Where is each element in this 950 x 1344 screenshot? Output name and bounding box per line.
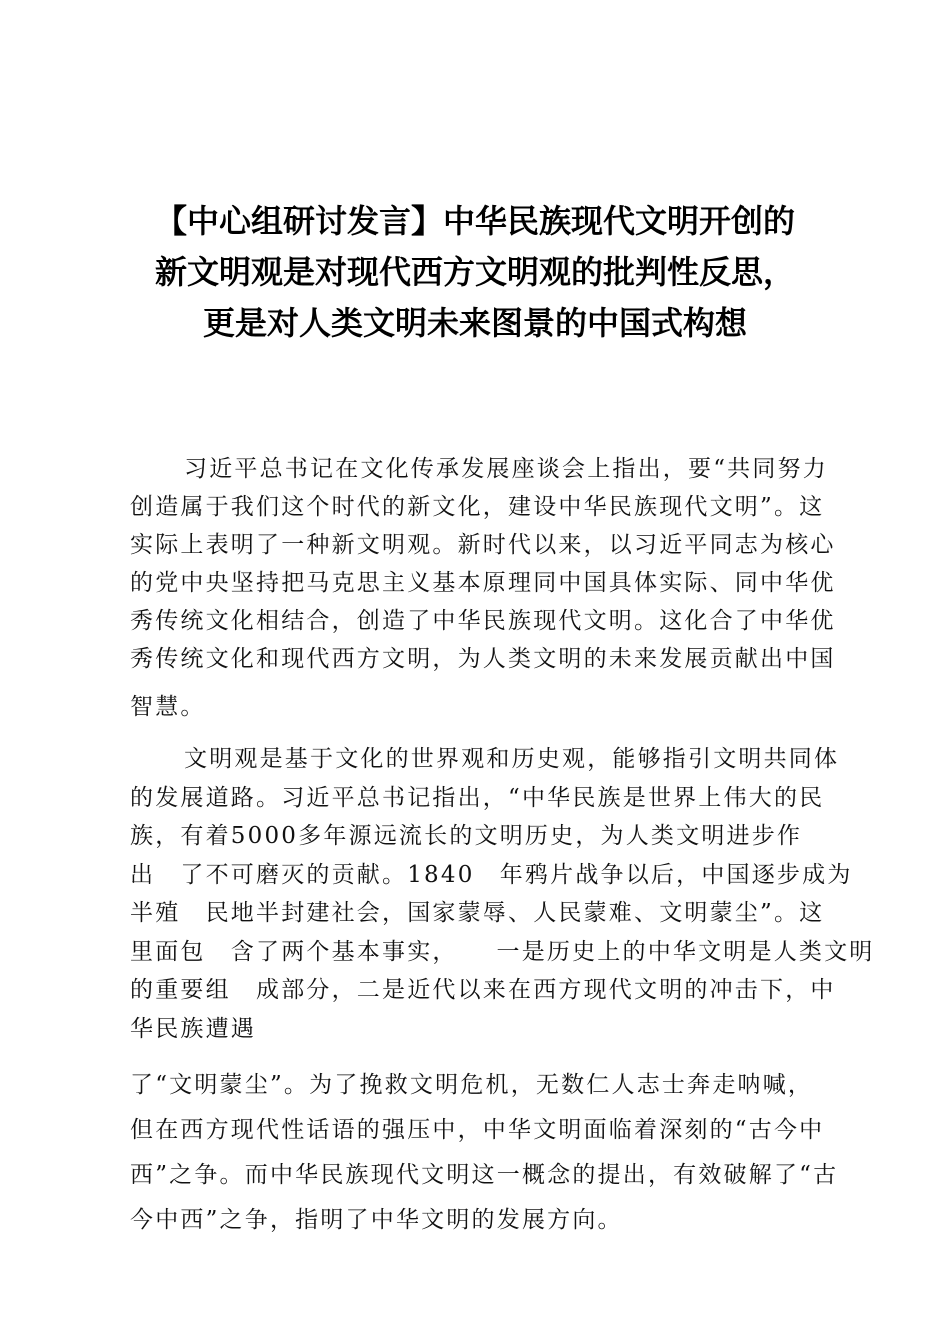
paragraph-line: 的发展道路。习近平总书记指出，“中华民族是世界上伟大的民 [130,784,825,811]
paragraph-line: 实际上表明了一种新文明观。新时代以来，以习近平同志为核心 [130,532,836,558]
paragraph-line: 里面包 含了两个基本事实， 一是历史上的中华文明是人类文明 [130,938,875,965]
paragraph-line: 的重要组 成部分，二是近代以来在西方现代文明的冲击下，中 [130,977,836,1003]
paragraph-line: 创造属于我们这个时代的新文化，建设中华民族现代文明”。这 [130,494,825,520]
paragraph-line: 华民族遭遇 [130,1015,256,1042]
paragraph-line: 的党中央坚持把马克思主义基本原理同中国具体实际、同中华优 [130,570,836,596]
document-title [100,196,850,349]
title-line: 新文明观是对现代西方文明观的批判性反思， [154,253,795,291]
paragraph-2 [130,740,875,1048]
paragraph-line: 秀传统文化和现代西方文明，为人类文明的未来发展贡献出中国 [130,646,836,672]
paragraph-1 [130,450,835,726]
title-line: 【中心组研讨发言】中华民族现代文明开创的 [154,202,795,240]
paragraph-line: 半殖 民地半封建社会，国家蒙辱、人民蒙难、文明蒙尘”。这 [130,900,825,926]
paragraph-line: 族，有着5000多年源远流长的文明历史，为人类文明进步作 [130,823,803,849]
paragraph-line: 了“文明蒙尘”。为了挽救文明危机，无数仁人志士奔走呐喊， [130,1072,814,1098]
paragraph-3 [130,1063,839,1243]
paragraph-line: 习近平总书记在文化传承发展座谈会上指出，要“共同努力 [184,456,828,482]
paragraph-line: 出 了不可磨灭的贡献。1840 年鸦片战争以后，中国逐步成为 [130,861,853,888]
title-line: 更是对人类文明未来图景的中国式构想 [202,304,747,342]
paragraph-line: 文明观是基于文化的世界观和历史观，能够指引文明共同体 [184,746,840,772]
paragraph-line: 今中西”之争，指明了中华文明的发展方向。 [130,1207,623,1233]
paragraph-line: 秀传统文化相结合，创造了中华民族现代文明。这化合了中华优 [130,608,836,634]
paragraph-line: 西”之争。而中华民族现代文明这一概念的提出，有效破解了“古 [130,1162,839,1188]
paragraph-line: 但在西方现代性话语的强压中，中华文明面临着深刻的“古今中 [130,1117,825,1143]
paragraph-line: 智慧。 [130,694,206,720]
